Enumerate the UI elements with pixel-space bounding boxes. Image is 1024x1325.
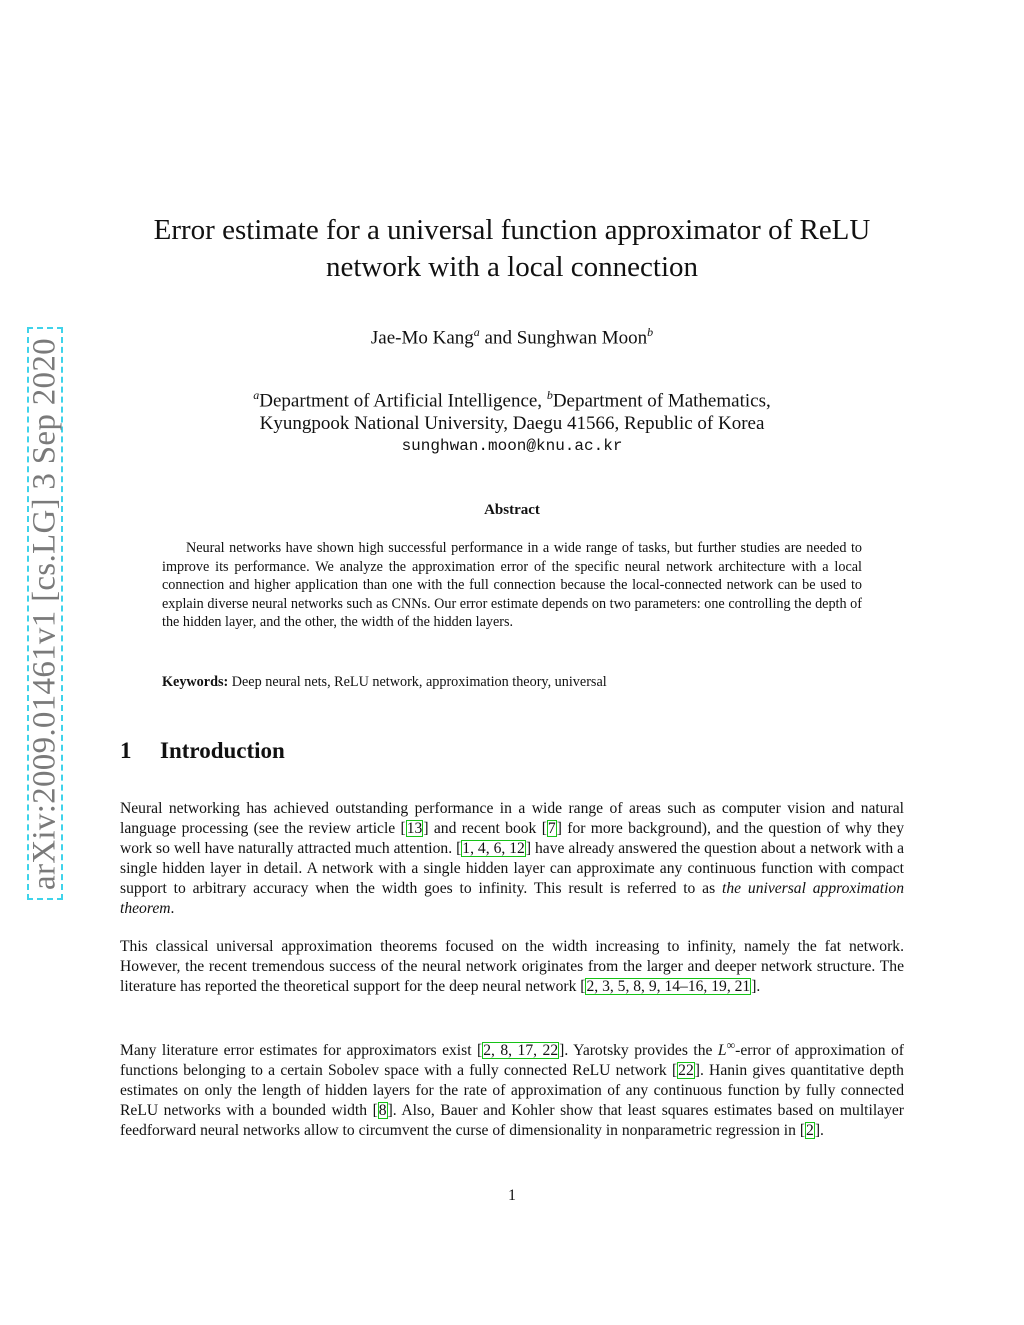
paragraph-text: Neural networking has achieved outstanding performance in a wide range of areas such as computer vision and natural language processing (see the review article <box>120 800 904 837</box>
citation-link[interactable]: 7 <box>547 820 556 837</box>
citation-link[interactable]: 1, 4, 6, 12 <box>462 840 525 857</box>
keywords <box>162 673 862 691</box>
affiliation-line-2: Kyungpook National University, Daegu 41566, Republic of Korea <box>259 413 765 435</box>
intro-paragraph: This classical universal approximation theorems focused on the width increasing to infinity, namely the fat network. However, the recent tremendous success of the neural network originates from the larger and deeper network structure. The literature has reported the theoretical support for the deep neural network [2, 3, 5, 8, 9, 14–16, 19, 21]. <box>120 938 904 995</box>
paragraph-text: have already answered the question about a network with a single hidden layer in detail. A network with a single hidden layer can approximate any continuous function with compact support to arbitrary accuracy when the width goes to infinity. This result is referred to as <box>120 840 905 897</box>
citation-link[interactable]: 22 <box>678 1062 694 1080</box>
paragraph-text: This classical universal approximation theorems focused on the width increasing to infinity, namely the fat network. However, the recent tremendous success of the neural network originates from the larger and deeper network structure. The literature has reported the theoretical support for the deep neural network <box>120 938 904 995</box>
paragraph-text: . <box>820 1122 824 1140</box>
citation-link[interactable]: 2, 3, 5, 8, 9, 14–16, 19, 21 <box>586 978 751 995</box>
section-heading <box>120 738 285 764</box>
affiliation-mark: a <box>253 388 260 402</box>
citation-link[interactable]: 8 <box>378 1102 387 1120</box>
intro-paragraph: Neural networking has achieved outstanding performance in a wide range of areas such as computer vision and natural language processing (see the review article [13] and recent book [7] for more background), and the question of why they work so well have naturally attracted much attention. [1, 4, 6, 12] have already answered the question about a network with a single hidden layer in detail. A network with a single hidden layer can approximate any continuous function with compact support to arbitrary accuracy when the width goes to infinity. This result is referred to as the universal approximation theorem. <box>120 800 905 917</box>
author-list <box>120 325 904 349</box>
contact-email[interactable]: sunghwan.moon@knu.ac.kr <box>401 437 623 456</box>
arxiv-identifier-stamp[interactable] <box>27 327 63 900</box>
affiliation-dept: Department of Artificial Intelligence, <box>259 390 547 412</box>
arxiv-identifier-text: arXiv:2009.01461v1 [cs.LG] 3 Sep 2020 <box>26 337 63 890</box>
affiliation-mark: b <box>546 388 553 402</box>
intro-paragraph: Many literature error estimates for approximators exist [2, 8, 17, 22]. Yarotsky provides the L∞-error of approximation of functions belonging to a certain Sobolev space with a fully connected ReLU network [22]. Hanin gives quantitative depth estimates on only the length of hidden layers for the rate of approximation of any continuous function by fully connected ReLU networks with a bounded width [8]. Also, Bauer and Kohler show that least squares estimates based on multilayer feedforward neural networks allow to circumvent the curse of dimensionality in nonparametric regression in [2]. <box>120 1038 904 1140</box>
citation-link[interactable]: 2 <box>806 1122 814 1140</box>
title-line-2: network with a local connection <box>325 251 699 283</box>
section-title: Introduction <box>160 738 285 763</box>
abstract-text: Neural networks have shown high successful performance in a wide range of tasks, but further studies are needed to improve its performance. We analyze the approximation error of the specific neural network architecture with a local connection and higher application than one with the full connection because the local-connected network can be used to explain diverse neural networks such as CNNs. Our error estimate depends on two parameters: one controlling the depth of the hidden layer, and the other, the width of the hidden layers. <box>162 540 862 631</box>
paragraph-text: -error of approximation of functions belonging to a certain Sobolev space with a fully connected ReLU network <box>120 1042 904 1080</box>
paragraph-text: . <box>170 900 175 917</box>
math-superscript: ∞ <box>726 1038 736 1052</box>
keywords-label: Keywords: <box>162 674 229 690</box>
section-number: 1 <box>120 738 132 763</box>
paragraph-text: for more background), and the question of why they work so well have naturally attracted much attention. <box>120 820 904 857</box>
affiliation-dept: Department of Mathematics, <box>552 390 771 412</box>
emphasized-term: the universal approximation theorem <box>120 880 905 917</box>
author-affiliation-mark: b <box>647 325 654 339</box>
paragraph-text: and recent book <box>428 820 542 837</box>
keywords-text: Deep neural nets, ReLU network, approximation theory, universal <box>228 674 607 690</box>
abstract-heading: Abstract <box>484 502 540 518</box>
paragraph-text: . <box>756 978 761 995</box>
title-line-1: Error estimate for a universal function approximator of ReLU <box>153 214 871 246</box>
paragraph-text: . Also, Bauer and Kohler show that least squares estimates based on multilayer feedforward neural networks allow to circumvent the curse of dimensionality in nonparametric regression in <box>120 1102 904 1140</box>
paper-title <box>120 212 904 286</box>
affiliation-line-1 <box>120 384 904 412</box>
author-name: Sunghwan Moon <box>516 327 648 349</box>
author-connector: and <box>479 327 517 349</box>
citation-link[interactable]: 2, 8, 17, 22 <box>483 1042 559 1060</box>
citation-link[interactable]: 13 <box>406 820 423 837</box>
page-number: 1 <box>508 1187 516 1204</box>
math-symbol: L <box>717 1042 727 1060</box>
paragraph-text: Many literature error estimates for approximators exist <box>120 1042 478 1060</box>
paragraph-text: . Hanin gives quantitative depth estimates on only the length of hidden layers for the rate of approximation of any continuous function by fully connected ReLU networks with a bounded width <box>120 1062 904 1120</box>
affiliations <box>120 384 904 458</box>
paragraph-text: . Yarotsky provides the <box>564 1042 718 1060</box>
author-affiliation-mark: a <box>473 325 480 339</box>
author-name: Jae-Mo Kang <box>370 327 474 349</box>
